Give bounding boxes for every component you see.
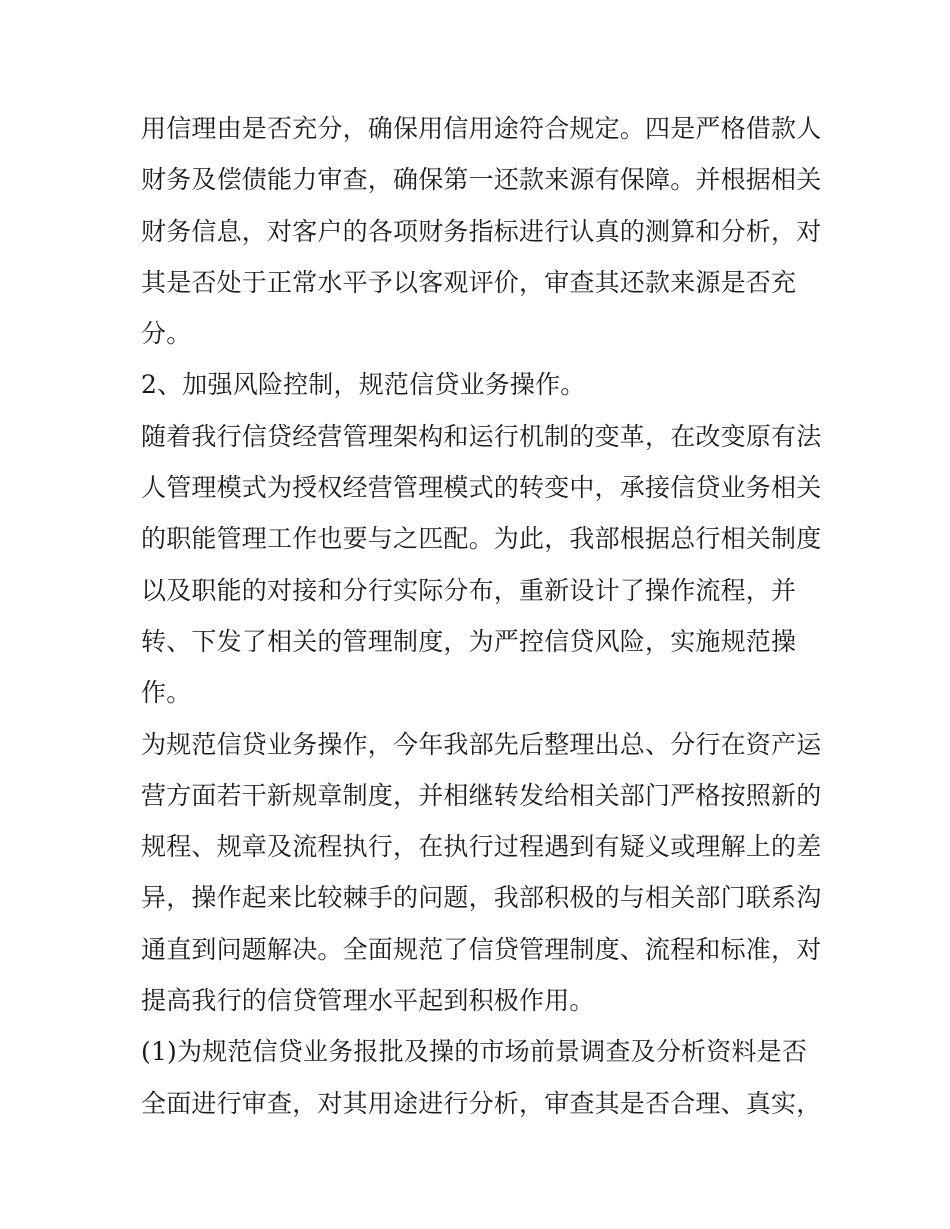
text-line: 人管理模式为授权经营管理模式的转变中，承接信贷业务相关 <box>141 473 822 503</box>
text-line: 为规范信贷业务操作，今年我部先后整理出总、分行在资产运 <box>141 729 822 759</box>
text-line: 以及职能的对接和分行实际分布，重新设计了操作流程，并 <box>141 575 797 605</box>
text-line: 全面进行审查，对其用途进行分析，审查其是否合理、真实， <box>141 1088 822 1118</box>
text-line: 通直到问题解决。全面规范了信贷管理制度、流程和标准，对 <box>141 934 822 964</box>
text-line: 转、下发了相关的管理制度，为严控信贷风险，实施规范操 <box>141 626 797 656</box>
text-line: 的职能管理工作也要与之匹配。为此，我部根据总行相关制度 <box>141 524 822 554</box>
text-line: 作。 <box>141 678 192 708</box>
text-line: 财务信息，对客户的各项财务指标进行认真的测算和分析，对 <box>141 216 822 246</box>
text-line: 随着我行信贷经营管理架构和运行机制的变革，在改变原有法 <box>141 421 822 451</box>
text-line: 财务及偿债能力审查，确保第一还款来源有保障。并根据相关 <box>141 165 822 195</box>
text-line: 分。 <box>141 319 192 349</box>
document-body <box>141 103 831 1129</box>
text-line: 规程、规章及流程执行，在执行过程遇到有疑义或理解上的差 <box>141 832 822 862</box>
text-line: 营方面若干新规章制度，并相继转发给相关部门严格按照新的 <box>141 780 822 810</box>
list-item-text: (1)为规范信贷业务报批及操的市场前景调查及分析资料是否 <box>141 1037 808 1067</box>
section-heading: 2、加强风险控制，规范信贷业务操作。 <box>141 370 586 400</box>
text-line: 其是否处于正常水平予以客观评价，审查其还款来源是否充 <box>141 267 797 297</box>
text-line: 异，操作起来比较棘手的问题，我部积极的与相关部门联系沟 <box>141 883 822 913</box>
text-line: 用信理由是否充分，确保用信用途符合规定。四是严格借款人 <box>141 114 822 143</box>
text-line: 提高我行的信贷管理水平起到积极作用。 <box>141 986 595 1016</box>
